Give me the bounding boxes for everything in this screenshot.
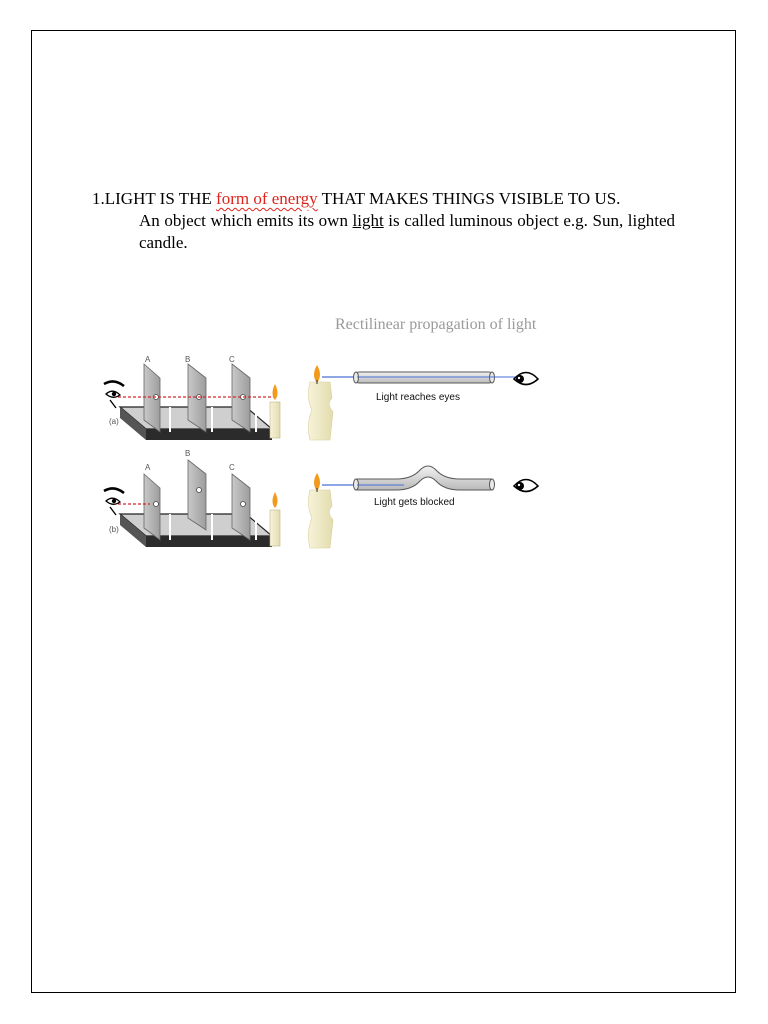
candle-icon — [270, 384, 280, 438]
screen-label-c2: C — [229, 463, 235, 472]
screen-label-a2: A — [145, 463, 151, 472]
experiment-b — [104, 449, 280, 547]
paragraph-part2: is called luminous object e.g. Sun, lighted candle. — [139, 211, 675, 252]
paragraph-part1: An object which emits its own — [139, 211, 353, 230]
screen-label-b1: B — [185, 355, 191, 364]
eye-icon — [514, 480, 538, 492]
figure-title: Rectilinear propagation of light — [335, 316, 537, 333]
screen-label-c1: C — [229, 355, 235, 364]
screen-label-a1: A — [145, 355, 151, 364]
bent-tube — [356, 466, 492, 490]
caption-bent: Light gets blocked — [374, 497, 455, 508]
base-front-a — [146, 429, 272, 440]
base-front-b — [146, 536, 272, 547]
heading-suffix: THAT MAKES THINGS VISIBLE TO US. — [317, 189, 621, 208]
paragraph-underlined-word: light — [352, 211, 384, 230]
eye-icon — [514, 373, 538, 385]
heading-prefix: LIGHT IS THE — [104, 189, 217, 208]
screen-a-b — [144, 474, 160, 540]
caption-straight: Light reaches eyes — [376, 392, 460, 403]
heading-highlight: form of energy — [216, 189, 318, 208]
eye-icon — [104, 381, 124, 408]
screen-label-b2: B — [185, 449, 191, 458]
experiment-label-b: (b) — [109, 525, 119, 534]
candle-icon — [308, 365, 333, 440]
screen-b-b — [188, 460, 206, 530]
screen-c-b — [232, 474, 250, 540]
heading-number: 1. — [92, 189, 105, 208]
experiment-a — [104, 355, 280, 440]
bent-tube-setup — [308, 466, 538, 548]
eye-icon — [104, 488, 124, 515]
experiment-label-a: (a) — [109, 417, 119, 426]
candle-icon — [270, 492, 280, 546]
candle-icon — [308, 473, 333, 548]
straight-tube-setup — [308, 365, 538, 440]
